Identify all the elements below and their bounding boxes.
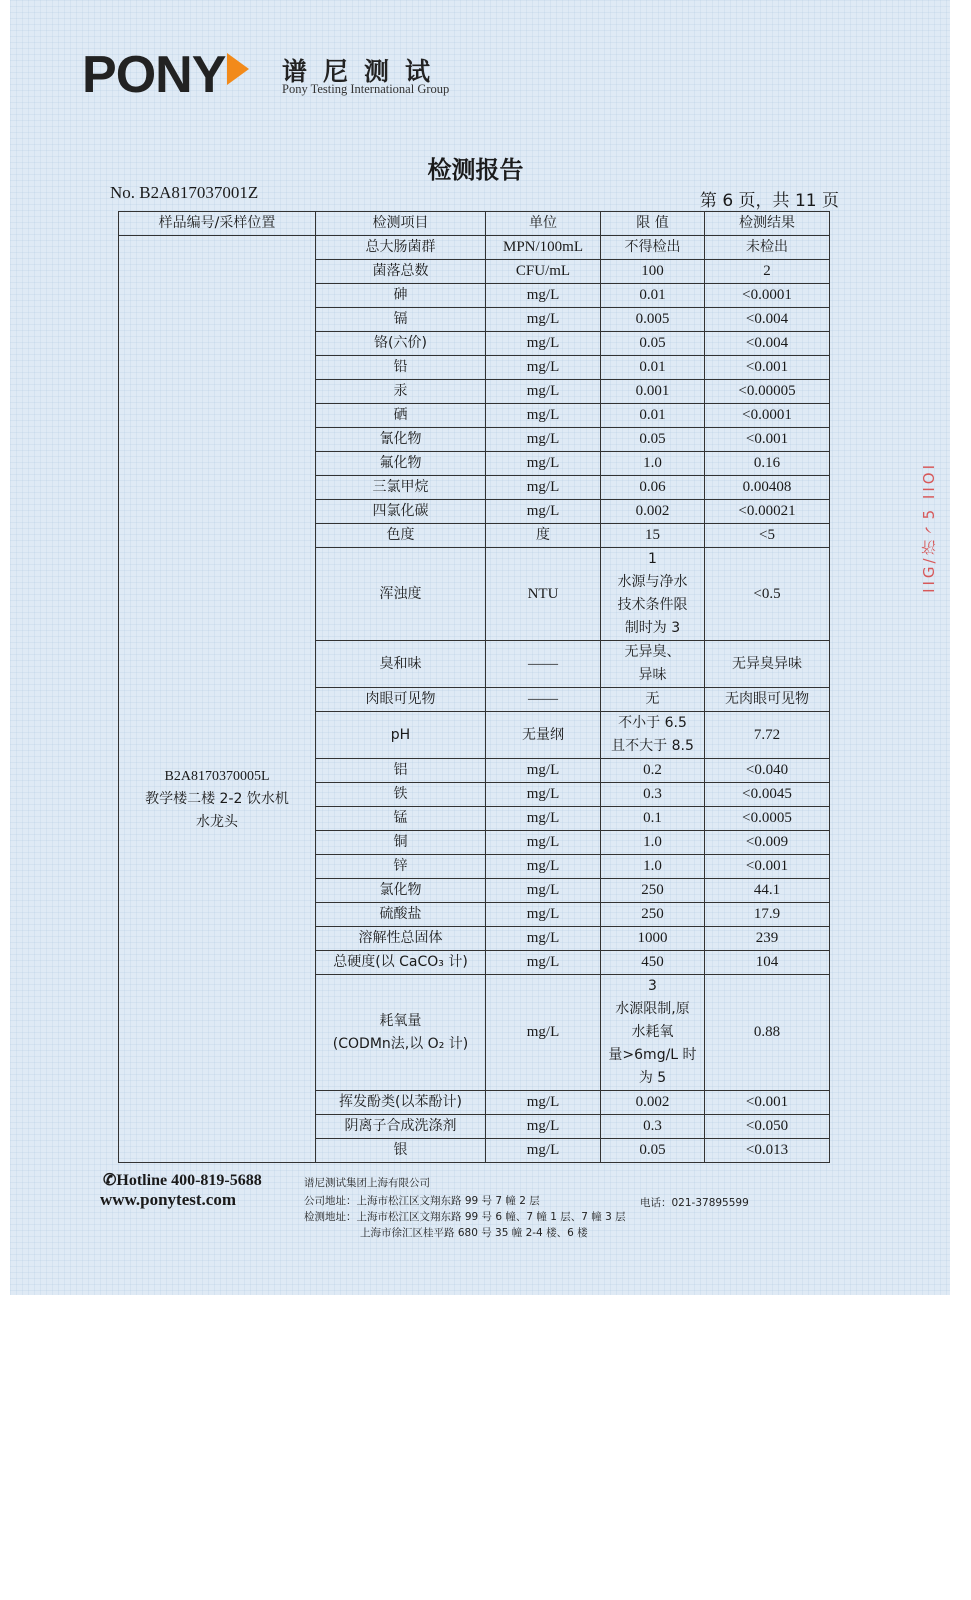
cell-result <box>705 879 830 903</box>
cell-item <box>316 476 486 500</box>
cell-line: <0.0001 <box>742 287 792 303</box>
cell-limit <box>601 260 705 284</box>
cell-line: 250 <box>641 882 664 898</box>
cell-item <box>316 879 486 903</box>
footer-test-address: 检测地址：上海市松江区文翔东路 99 号 6 幢、7 幢 1 层、7 幢 3 层 <box>304 1211 626 1223</box>
cell-line: mg/L <box>526 335 560 351</box>
cell-result <box>705 236 830 260</box>
cell-result <box>705 951 830 975</box>
cell-line: 0.01 <box>639 359 666 375</box>
cell-limit <box>601 284 705 308</box>
cell-line: 不得检出 <box>624 239 681 255</box>
cell-line: 肉眼可见物 <box>365 691 436 707</box>
cell-item <box>316 236 486 260</box>
cell-line: 7.72 <box>753 726 781 743</box>
table-row <box>119 236 830 260</box>
cell-unit <box>486 831 601 855</box>
cell-item <box>316 688 486 712</box>
cell-result <box>705 807 830 831</box>
cell-line: 不小于 6.5 <box>618 715 687 731</box>
cell-result <box>705 332 830 356</box>
cell-line: 锰 <box>393 810 408 826</box>
cell-unit <box>486 332 601 356</box>
cell-line: <0.001 <box>745 1094 789 1110</box>
cell-item <box>316 903 486 927</box>
cell-unit <box>486 927 601 951</box>
logo-chevron-icon <box>227 53 249 85</box>
cell-unit <box>486 855 601 879</box>
cell-line: 且不大于 8.5 <box>611 738 694 754</box>
cell-result <box>705 712 830 759</box>
cell-unit <box>486 452 601 476</box>
cell-limit <box>601 524 705 548</box>
cell-line: 铬(六价) <box>374 335 427 351</box>
logo-chinese-name: 谱尼测试 <box>282 57 447 86</box>
cell-line: 0.3 <box>643 1118 662 1134</box>
report-title: 检测报告 <box>427 156 524 184</box>
cell-line: 银 <box>393 1142 408 1158</box>
cell-line: 44.1 <box>753 882 781 898</box>
cell-unit <box>486 807 601 831</box>
cell-line: <5 <box>759 527 775 543</box>
cell-unit <box>486 404 601 428</box>
cell-item <box>316 831 486 855</box>
cell-unit <box>486 879 601 903</box>
cell-line: mg/L <box>526 954 560 970</box>
cell-line: 0.05 <box>639 431 666 447</box>
cell-item <box>316 308 486 332</box>
cell-unit <box>486 428 601 452</box>
cell-line: 未检出 <box>746 239 788 255</box>
cell-result <box>705 308 830 332</box>
cell-limit <box>601 332 705 356</box>
cell-line: 0.01 <box>639 287 666 303</box>
cell-result <box>705 855 830 879</box>
cell-line: 为 5 <box>638 1070 667 1086</box>
cell-result <box>705 404 830 428</box>
cell-line: 0.01 <box>639 407 666 423</box>
cell-unit <box>486 476 601 500</box>
cell-item <box>316 1139 486 1163</box>
cell-line: mg/L <box>526 1118 560 1134</box>
cell-line: 100 <box>641 263 664 279</box>
cell-line: 0.002 <box>635 1094 670 1110</box>
cell-line: 无 <box>645 691 660 707</box>
cell-line: <0.0045 <box>742 786 792 802</box>
cell-line: mg/L <box>526 810 560 826</box>
cell-line: 技术条件限 <box>617 597 688 613</box>
cell-unit <box>486 524 601 548</box>
page-counter: 第 6 页，共 11 页 <box>699 191 839 211</box>
sample-location-2: 水龙头 <box>196 813 238 830</box>
cell-line: mg/L <box>526 383 560 399</box>
cell-limit <box>601 855 705 879</box>
cell-unit <box>486 380 601 404</box>
cell-line: CFU/mL <box>515 263 571 279</box>
sample-cell <box>119 236 316 1163</box>
cell-line: 0.05 <box>639 1142 666 1158</box>
cell-limit <box>601 1139 705 1163</box>
cell-line: 0.002 <box>635 503 670 519</box>
cell-limit <box>601 783 705 807</box>
cell-result <box>705 452 830 476</box>
cell-line: 450 <box>641 954 664 970</box>
cell-unit <box>486 1139 601 1163</box>
cell-item <box>316 548 486 641</box>
cell-item <box>316 1115 486 1139</box>
cell-line: 三氯甲烷 <box>372 479 429 495</box>
cell-unit <box>486 236 601 260</box>
cell-line: 硫酸盐 <box>379 906 422 922</box>
footer-test-address-2: 上海市徐汇区桂平路 680 号 35 幢 2-4 楼、6 楼 <box>360 1227 588 1239</box>
cell-line: 铜 <box>393 834 408 850</box>
header-sample: 样品编号/采样位置 <box>119 212 316 236</box>
cell-line: mg/L <box>526 479 560 495</box>
cell-line: mg/L <box>526 311 560 327</box>
logo-word-y: Y <box>191 46 226 104</box>
side-seal-stamp: IIG/济丶5 IIOI <box>920 462 938 593</box>
cell-line: 硒 <box>393 407 408 423</box>
cell-line: 1000 <box>637 930 668 946</box>
cell-limit <box>601 903 705 927</box>
cell-line: 总大肠菌群 <box>365 239 436 255</box>
header-unit: 单位 <box>486 212 601 236</box>
cell-line: 铅 <box>393 359 408 375</box>
cell-item <box>316 641 486 688</box>
cell-unit <box>486 356 601 380</box>
cell-unit <box>486 951 601 975</box>
cell-result <box>705 688 830 712</box>
cell-limit <box>601 712 705 759</box>
cell-line: mg/L <box>526 1024 560 1040</box>
cell-line: NTU <box>527 585 559 602</box>
cell-item <box>316 284 486 308</box>
cell-result <box>705 975 830 1091</box>
cell-line: 0.05 <box>639 335 666 351</box>
table-header-row <box>119 212 830 236</box>
cell-line: 臭和味 <box>379 655 422 672</box>
cell-item <box>316 332 486 356</box>
cell-result <box>705 1115 830 1139</box>
cell-line: mg/L <box>526 906 560 922</box>
cell-unit <box>486 759 601 783</box>
cell-line: <0.001 <box>745 359 789 375</box>
cell-unit <box>486 688 601 712</box>
report-number: No. B2A817037001Z <box>110 183 259 202</box>
cell-line: 铝 <box>393 762 408 778</box>
cell-line: <0.5 <box>753 585 781 602</box>
cell-line: 239 <box>755 930 779 946</box>
cell-line: 0.005 <box>635 311 670 327</box>
cell-line: mg/L <box>526 455 560 471</box>
cell-line: 1.0 <box>643 455 662 471</box>
cell-line: 菌落总数 <box>372 263 429 279</box>
cell-limit <box>601 1115 705 1139</box>
cell-line: mg/L <box>526 503 560 519</box>
cell-line: 250 <box>641 906 664 922</box>
cell-item <box>316 452 486 476</box>
cell-limit <box>601 308 705 332</box>
cell-result <box>705 1139 830 1163</box>
cell-line: 0.00408 <box>742 479 792 495</box>
cell-limit <box>601 356 705 380</box>
cell-limit <box>601 548 705 641</box>
cell-line: mg/L <box>526 762 560 778</box>
cell-unit <box>486 284 601 308</box>
cell-line: 度 <box>536 527 550 543</box>
cell-item <box>316 975 486 1091</box>
cell-item <box>316 260 486 284</box>
cell-line: 锌 <box>393 858 408 874</box>
cell-line: <0.00005 <box>738 383 796 399</box>
cell-line: 阴离子合成洗涤剂 <box>344 1118 457 1134</box>
cell-item <box>316 380 486 404</box>
cell-line: <0.001 <box>745 858 789 874</box>
cell-line: <0.0001 <box>742 407 792 423</box>
logo-english-name: Pony Testing International Group <box>282 82 450 96</box>
cell-line: 耗氧量 <box>379 1012 422 1029</box>
cell-line: pH <box>390 726 411 743</box>
cell-line: mg/L <box>526 359 560 375</box>
cell-item <box>316 404 486 428</box>
cell-result <box>705 500 830 524</box>
cell-line: mg/L <box>526 407 560 423</box>
cell-limit <box>601 641 705 688</box>
cell-line: mg/L <box>526 858 560 874</box>
cell-unit <box>486 641 601 688</box>
cell-line: mg/L <box>526 431 560 447</box>
cell-limit <box>601 404 705 428</box>
cell-line: 15 <box>645 527 660 543</box>
pony-logo <box>82 46 251 104</box>
cell-limit <box>601 476 705 500</box>
cell-line: <0.013 <box>745 1142 789 1158</box>
cell-line: 氯化物 <box>379 882 422 898</box>
cell-line: 1.0 <box>643 834 662 850</box>
cell-limit <box>601 807 705 831</box>
cell-line: mg/L <box>526 786 560 802</box>
footer-phone: 电话：021-37895599 <box>640 1197 749 1209</box>
cell-line: 制时为 3 <box>624 620 681 636</box>
cell-line: 3 <box>648 978 657 994</box>
cell-limit <box>601 500 705 524</box>
header-result: 检测结果 <box>705 212 830 236</box>
cell-result <box>705 903 830 927</box>
cell-unit <box>486 500 601 524</box>
cell-result <box>705 1091 830 1115</box>
cell-line: <0.004 <box>745 335 789 351</box>
cell-line: 挥发酚类(以苯酚计) <box>339 1094 462 1110</box>
cell-result <box>705 783 830 807</box>
cell-result <box>705 380 830 404</box>
cell-line: 1.0 <box>643 858 662 874</box>
cell-line: 氟化物 <box>379 455 422 471</box>
cell-line: 104 <box>755 954 779 970</box>
cell-result <box>705 927 830 951</box>
cell-unit <box>486 712 601 759</box>
cell-limit <box>601 927 705 951</box>
cell-line: mg/L <box>526 882 560 898</box>
cell-line: 0.3 <box>643 786 662 802</box>
footer-address: 公司地址：上海市松江区文翔东路 99 号 7 幢 2 层 <box>304 1195 540 1207</box>
cell-item <box>316 1091 486 1115</box>
cell-limit <box>601 831 705 855</box>
cell-line: 水耗氧 <box>631 1024 674 1040</box>
sample-location-1: 教学楼二楼 2-2 饮水机 <box>145 790 289 807</box>
cell-line: 浑浊度 <box>379 585 422 602</box>
logo-word-n: N <box>155 46 192 104</box>
cell-line: mg/L <box>526 930 560 946</box>
cell-unit <box>486 783 601 807</box>
cell-unit <box>486 975 601 1091</box>
cell-item <box>316 951 486 975</box>
footer-company-info <box>304 1175 626 1241</box>
cell-unit <box>486 548 601 641</box>
cell-item <box>316 807 486 831</box>
cell-line: (CODMn法,以 O₂ 计) <box>332 1035 469 1052</box>
cell-limit <box>601 759 705 783</box>
footer-website[interactable]: www.ponytest.com <box>100 1190 236 1209</box>
cell-result <box>705 260 830 284</box>
cell-item <box>316 759 486 783</box>
cell-limit <box>601 380 705 404</box>
cell-unit <box>486 260 601 284</box>
cell-line: 量>6mg/L 时 <box>608 1047 697 1063</box>
cell-line: 17.9 <box>753 906 781 922</box>
logo-word: P <box>82 46 116 104</box>
cell-result <box>705 428 830 452</box>
cell-line: mg/L <box>526 287 560 303</box>
cell-line: mg/L <box>526 1142 560 1158</box>
cell-line: 汞 <box>393 383 408 399</box>
cell-line: mg/L <box>526 1094 560 1110</box>
cell-line: mg/L <box>526 834 560 850</box>
cell-line: 异味 <box>638 667 667 683</box>
cell-limit <box>601 1091 705 1115</box>
cell-line: <0.040 <box>745 762 789 778</box>
cell-item <box>316 927 486 951</box>
cell-item <box>316 783 486 807</box>
cell-line: 溶解性总固体 <box>358 930 443 946</box>
cell-result <box>705 476 830 500</box>
cell-result <box>705 831 830 855</box>
cell-result <box>705 759 830 783</box>
cell-result <box>705 548 830 641</box>
cell-unit <box>486 1115 601 1139</box>
cell-result <box>705 356 830 380</box>
cell-limit <box>601 452 705 476</box>
results-table <box>118 211 830 1163</box>
cell-line: 四氯化碳 <box>372 503 429 519</box>
cell-line: <0.050 <box>745 1118 789 1134</box>
cell-line: 砷 <box>393 287 408 303</box>
footer-company: 谱尼测试集团上海有限公司 <box>304 1177 430 1189</box>
cell-line: 色度 <box>386 527 415 543</box>
cell-result <box>705 524 830 548</box>
sample-id: B2A8170370005L <box>164 768 270 784</box>
cell-result <box>705 641 830 688</box>
cell-line: <0.001 <box>745 431 789 447</box>
cell-line: 无异臭、 <box>624 644 681 660</box>
cell-line: 总硬度(以 CaCO₃ 计) <box>333 954 468 970</box>
cell-limit <box>601 879 705 903</box>
cell-line: 氰化物 <box>379 431 422 447</box>
cell-line: <0.00021 <box>738 503 796 519</box>
cell-result <box>705 284 830 308</box>
cell-item <box>316 356 486 380</box>
cell-line: 0.001 <box>635 383 670 399</box>
cell-line: 0.16 <box>753 455 781 471</box>
cell-item <box>316 500 486 524</box>
cell-line: 水源限制,原 <box>615 1001 690 1017</box>
cell-line: —— <box>528 691 558 707</box>
cell-line: 无肉眼可见物 <box>725 691 809 707</box>
cell-line: <0.009 <box>745 834 789 850</box>
header-item: 检测项目 <box>316 212 486 236</box>
cell-limit <box>601 688 705 712</box>
cell-line: <0.0005 <box>742 810 792 826</box>
cell-line: 0.1 <box>643 810 662 826</box>
cell-line: MPN/100mL <box>502 239 583 255</box>
cell-limit <box>601 236 705 260</box>
cell-line: 1 <box>648 551 657 567</box>
logo-word-o: O <box>115 46 156 104</box>
cell-line: 镉 <box>393 311 408 327</box>
cell-line: <0.004 <box>745 311 789 327</box>
cell-line: 无量纲 <box>522 726 564 743</box>
cell-line: 0.88 <box>753 1024 781 1040</box>
cell-line: 水源与净水 <box>617 574 688 590</box>
cell-limit <box>601 951 705 975</box>
cell-limit <box>601 428 705 452</box>
cell-item <box>316 712 486 759</box>
cell-item <box>316 428 486 452</box>
cell-line: 铁 <box>393 786 408 802</box>
cell-item <box>316 855 486 879</box>
cell-limit <box>601 975 705 1091</box>
cell-item <box>316 524 486 548</box>
cell-line: 0.06 <box>639 479 666 495</box>
cell-line: 0.2 <box>643 762 662 778</box>
cell-unit <box>486 308 601 332</box>
header-limit: 限 值 <box>601 212 705 236</box>
footer-hotline: ✆Hotline 400-819-5688 <box>103 1172 262 1189</box>
cell-unit <box>486 903 601 927</box>
cell-unit <box>486 1091 601 1115</box>
cell-line: 无异臭异味 <box>732 655 802 672</box>
cell-line: 2 <box>763 263 771 279</box>
cell-line: —— <box>528 655 558 672</box>
